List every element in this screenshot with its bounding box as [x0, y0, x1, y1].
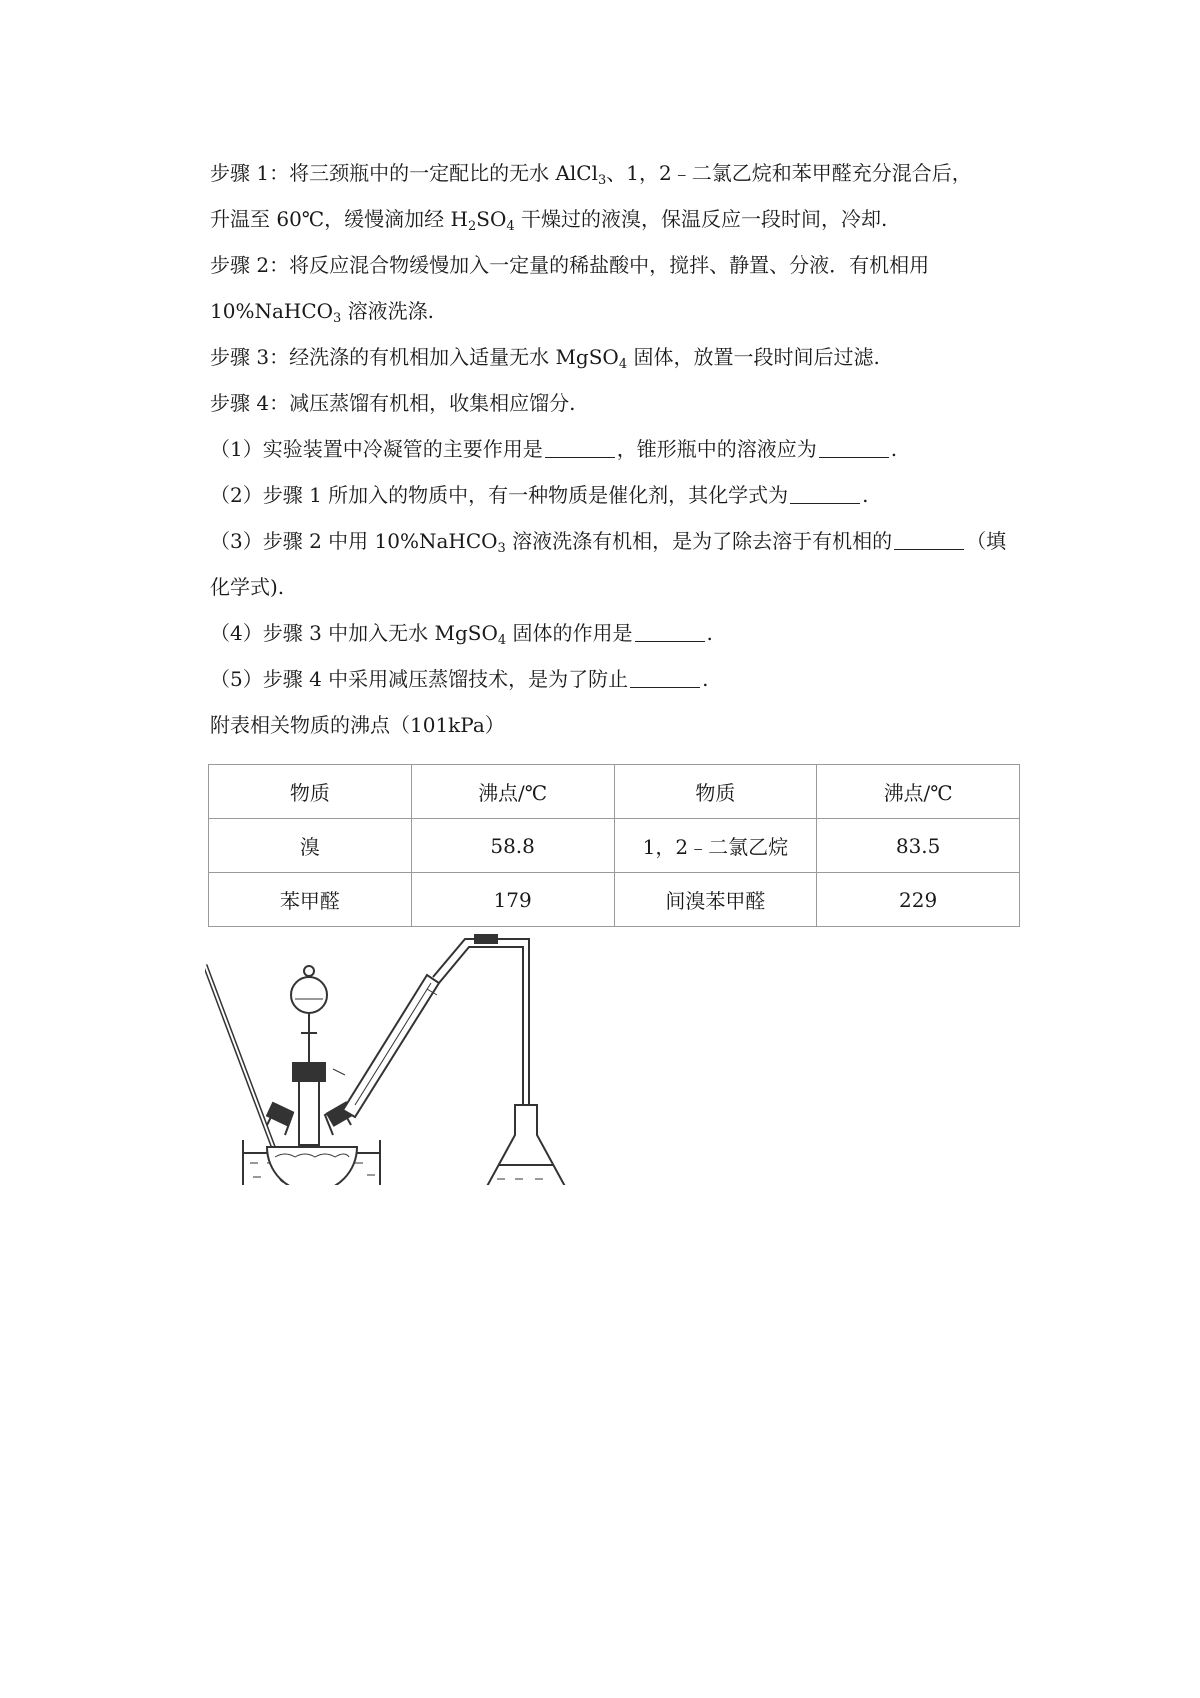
step-1-line-2: 升温至 60℃，缓慢滴加经 $H_2SO_4$ 干燥过的液溴，保温反应一段时间，冷却.: [210, 207, 888, 234]
header-cell: 沸点/℃: [817, 765, 1020, 819]
boiling-point-table: [208, 764, 1020, 927]
table-row: [209, 819, 1020, 873]
table-cell: 179: [411, 873, 614, 927]
question-2: （2）步骤 1 所加入的物质中，有一种物质是催化剂，其化学式为 .: [210, 483, 869, 507]
table-caption: 附表相关物质的沸点（101kPa）: [210, 713, 505, 737]
dropping-funnel: [291, 966, 327, 1065]
question-3-line-2: 化学式).: [210, 575, 285, 599]
answer-blank[interactable]: [635, 623, 705, 642]
answer-blank[interactable]: [790, 485, 860, 504]
condenser: [333, 935, 529, 1135]
table-cell: 1，2﹣二氯乙烷: [614, 819, 817, 873]
answer-blank[interactable]: [630, 669, 700, 688]
table-cell: 苯甲醛: [209, 873, 412, 927]
step-1-line-1: 步骤 1：将三颈瓶中的一定配比的无水 AlCl$_3$、1，2﹣二氯乙烷和苯甲醛充分混合后，: [210, 161, 972, 188]
question-3-line-1: （3）步骤 2 中用 10%NaHCO$_3$ 溶液洗涤有机相，是为了除去溶于有机相的 （填: [210, 529, 1007, 556]
table-row: [209, 873, 1020, 927]
question-4: （4）步骤 3 中加入无水 MgSO$_4$ 固体的作用是 .: [210, 621, 713, 648]
distillation-apparatus-diagram: [205, 925, 625, 1185]
document-body: [210, 150, 1030, 748]
question-1: （1）实验装置中冷凝管的主要作用是 ，锥形瓶中的溶液应为 .: [210, 437, 898, 461]
step-2-line-1: 步骤 2：将反应混合物缓慢加入一定量的稀盐酸中，搅拌、静置、分液．有机相用: [210, 253, 930, 277]
header-cell: 沸点/℃: [411, 765, 614, 819]
three-neck-flask: [267, 1063, 357, 1185]
answer-blank[interactable]: [545, 439, 615, 458]
step-2-line-2: 10%NaHCO$_3$ 溶液洗涤.: [210, 299, 435, 326]
table-cell: 229: [817, 873, 1020, 927]
header-cell: 物质: [209, 765, 412, 819]
step-4-line: 步骤 4：减压蒸馏有机相，收集相应馏分.: [210, 391, 576, 415]
question-5: （5）步骤 4 中采用减压蒸馏技术，是为了防止 .: [210, 667, 709, 691]
step-3-line: 步骤 3：经洗涤的有机相加入适量无水 MgSO$_4$ 固体，放置一段时间后过滤.: [210, 345, 880, 372]
answer-blank[interactable]: [894, 531, 964, 550]
header-cell: 物质: [614, 765, 817, 819]
table-header-row: [209, 765, 1020, 819]
table-cell: 83.5: [817, 819, 1020, 873]
conical-flask: [485, 1105, 567, 1185]
table-cell: 溴: [209, 819, 412, 873]
table-cell: 间溴苯甲醛: [614, 873, 817, 927]
table-cell: 58.8: [411, 819, 614, 873]
answer-blank[interactable]: [819, 439, 889, 458]
